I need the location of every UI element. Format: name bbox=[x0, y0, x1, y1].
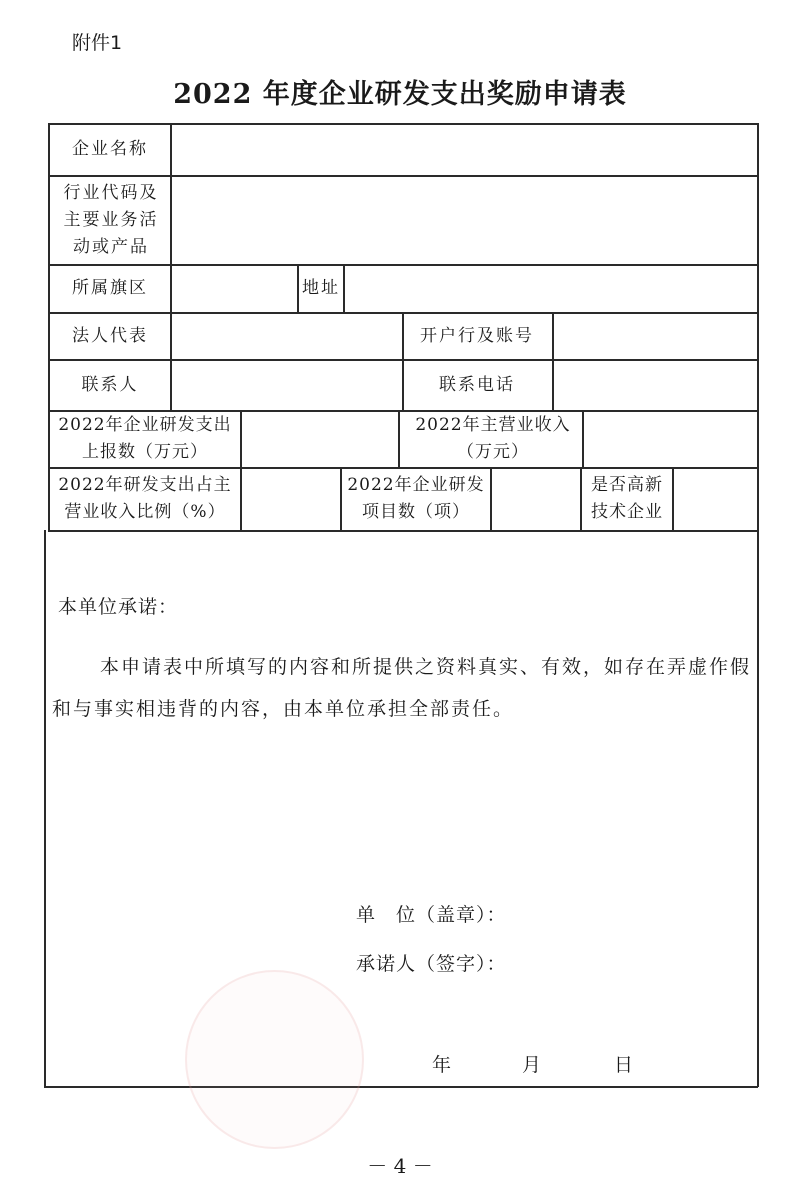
bank-account-field[interactable] bbox=[554, 313, 756, 359]
district-label: 所属旗区 bbox=[72, 278, 148, 298]
row-line bbox=[48, 530, 758, 532]
rd-ratio-label: 2022年研发支出占主营业收入比例（%） bbox=[58, 475, 232, 522]
attachment-label: 附件1 bbox=[72, 32, 123, 54]
unit-seal-label: 单 位（盖章）： bbox=[356, 904, 507, 926]
promisor-sign-label: 承诺人（签字）： bbox=[356, 953, 507, 975]
company-name-field[interactable] bbox=[172, 124, 756, 175]
company-name-label: 企业名称 bbox=[72, 139, 148, 159]
col-line bbox=[398, 410, 400, 467]
col-line bbox=[340, 467, 342, 530]
bank-account-label: 开户行及账号 bbox=[420, 325, 534, 346]
main-revenue-field[interactable] bbox=[584, 411, 756, 467]
rd-expense-field[interactable] bbox=[242, 411, 397, 467]
rd-ratio-field[interactable] bbox=[242, 468, 339, 530]
address-field[interactable] bbox=[345, 265, 756, 312]
contact-label: 联系人 bbox=[81, 374, 139, 395]
form-title: 2022 年度企业研发支出奖励申请表 bbox=[173, 79, 627, 110]
rd-projects-field[interactable] bbox=[492, 468, 579, 530]
district-field[interactable] bbox=[172, 265, 296, 312]
table-border-left bbox=[48, 123, 50, 531]
contact-field[interactable] bbox=[172, 360, 401, 410]
rd-projects-label: 2022年企业研发项目数（项） bbox=[347, 475, 485, 522]
table-border-bottom bbox=[44, 1086, 758, 1088]
date-year: 年 bbox=[432, 1054, 453, 1076]
phone-field[interactable] bbox=[554, 360, 756, 410]
industry-code-label: 行业代码及主要业务活动或产品 bbox=[63, 182, 159, 257]
col-line bbox=[580, 467, 582, 530]
industry-code-field[interactable] bbox=[172, 176, 756, 264]
page-number: － 4 － bbox=[367, 1154, 433, 1178]
pledge-body: 本申请表中所填写的内容和所提供之资料真实、有效，如存在弄虚作假和与事实相违背的内容，由本单位承担全部责任。 bbox=[52, 656, 752, 720]
high-tech-label: 是否高新技术企业 bbox=[591, 475, 663, 522]
high-tech-field[interactable] bbox=[674, 468, 756, 530]
table-border-left-lower bbox=[44, 530, 46, 1087]
table-border-right bbox=[757, 123, 759, 1087]
phone-label: 联系电话 bbox=[439, 374, 515, 395]
date-day: 日 bbox=[614, 1054, 635, 1076]
faint-seal bbox=[185, 970, 364, 1149]
main-revenue-label: 2022年主营业收入（万元） bbox=[415, 415, 571, 462]
pledge-heading: 本单位承诺： bbox=[58, 596, 179, 618]
date-month: 月 bbox=[522, 1054, 543, 1076]
legal-rep-field[interactable] bbox=[172, 313, 401, 359]
rd-expense-label: 2022年企业研发支出上报数（万元） bbox=[58, 415, 232, 462]
address-label: 地址 bbox=[302, 278, 340, 298]
legal-rep-label: 法人代表 bbox=[72, 325, 148, 346]
